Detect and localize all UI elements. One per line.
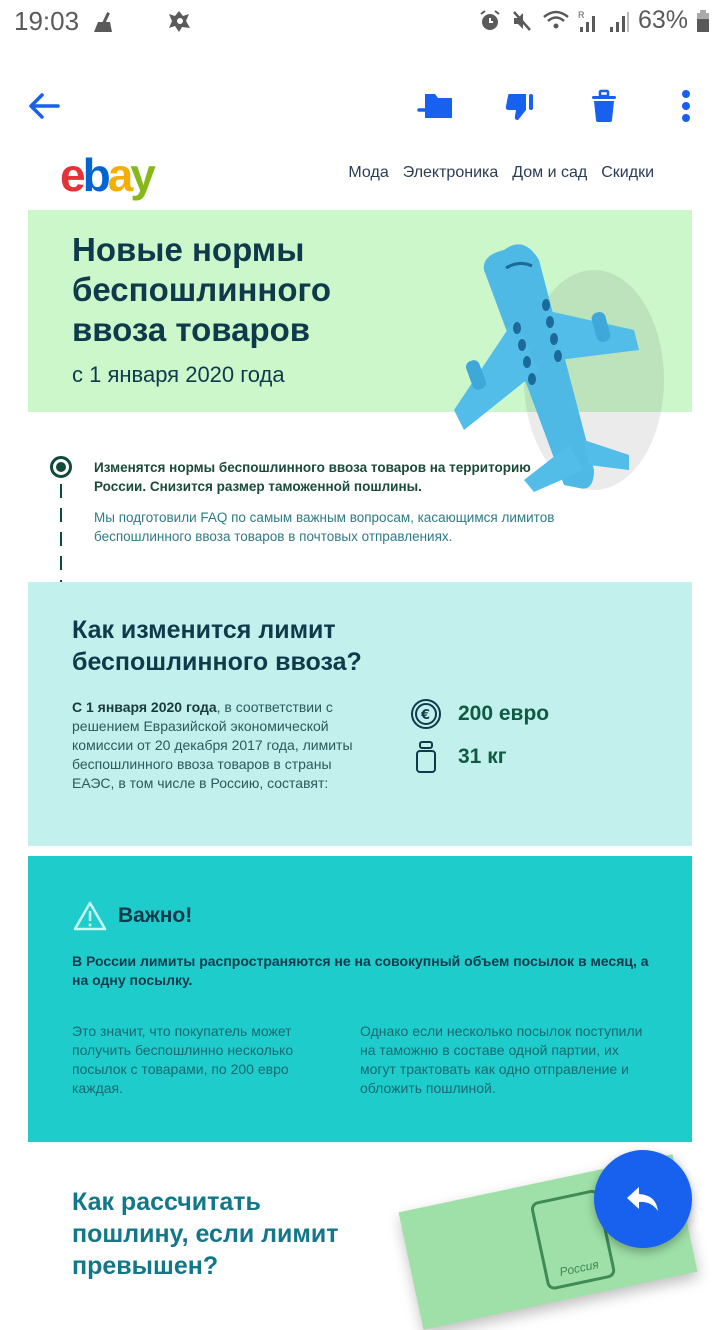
weight-icon [410, 740, 442, 774]
move-to-folder-icon [417, 88, 455, 124]
back-button[interactable] [24, 86, 64, 126]
wifi-icon [542, 9, 570, 33]
calc-section [28, 1142, 692, 1282]
email-body [28, 140, 692, 1282]
nav-link-fashion[interactable]: Мода [348, 164, 389, 181]
toy-airplane-image [444, 230, 684, 500]
svg-text:€: € [421, 708, 431, 723]
status-bar [0, 0, 720, 44]
more-options-button[interactable] [666, 86, 706, 126]
email-toolbar [0, 70, 720, 140]
warning-icon [72, 900, 108, 932]
battery-icon [696, 9, 710, 33]
move-to-folder-button[interactable] [416, 86, 456, 126]
more-icon [681, 88, 691, 124]
timeline-dot-icon [50, 456, 72, 478]
svg-text:R: R [577, 9, 585, 20]
important-heading: Важно! [72, 900, 192, 932]
spam-dislike-icon [502, 88, 538, 124]
signal-roaming-icon [578, 9, 600, 33]
limit-section [28, 582, 692, 846]
ebay-header [28, 140, 692, 210]
important-section [28, 856, 692, 1142]
status-time: 19:03 [14, 6, 80, 36]
nav-link-electronics[interactable]: Электроника [402, 164, 499, 181]
important-col-right: Однако если несколько посылок поступили на таможню в составе одной партии, их могут трактовать как одно отправление и обложить пошлиной. [360, 1023, 643, 1096]
delete-button[interactable] [584, 86, 624, 126]
russia-stamp: Россия [529, 1188, 616, 1291]
hero-banner [28, 210, 692, 412]
limit-item-weight [410, 740, 506, 774]
hero-title: Новые нормы беспошлинного ввоза товаров [72, 231, 331, 348]
avast-icon [166, 8, 192, 34]
section-spacer [28, 846, 692, 856]
important-col-left: Это значит, что покупатель может получить беспошлинно несколько посылок с товарами, по 200 евро каждая. [72, 1023, 294, 1096]
intro-lead: Изменятся нормы беспошлинного ввоза товаров на территорию России. Снизится размер таможенной пошлины. [94, 460, 531, 494]
limit-item-money [410, 698, 549, 730]
limit-value-weight: 31 кг [458, 745, 507, 768]
limit-text: С 1 января 2020 года, в соответствии с решением Евразийской экономической комиссии от 20 декабря 2017 года, лимиты беспошлинного ввоза товаров в страны ЕАЭС, в том числе в Россию, составят: [72, 699, 353, 791]
euro-coin-icon [410, 698, 442, 730]
important-lead: В России лимиты распространяются не на совокупный объем посылок в месяц, а на одну посылку. [72, 953, 649, 988]
ebay-nav [348, 164, 654, 182]
timeline-dashed-line [60, 484, 62, 582]
reply-fab-button[interactable] [594, 1150, 692, 1248]
ebay-logo[interactable]: ebay [60, 149, 153, 201]
limit-title: Как изменится лимит беспошлинного ввоза? [72, 616, 362, 676]
hero-subtitle: с 1 января 2020 года [72, 362, 285, 387]
back-arrow-icon [26, 88, 62, 124]
nav-link-deals[interactable]: Скидки [601, 164, 654, 181]
cleaner-icon [90, 8, 116, 34]
intro-description: Мы подготовили FAQ по самым важным вопросам, касающимся лимитов беспошлинного ввоза товаров в почтовых отправлениях. [94, 510, 555, 544]
limit-value-money: 200 евро [458, 702, 550, 725]
signal-icon [608, 9, 630, 33]
alarm-icon [478, 9, 502, 33]
reply-icon [625, 1183, 661, 1215]
battery-percent: 63% [637, 6, 688, 34]
delete-icon [588, 88, 620, 124]
nav-link-home-garden[interactable]: Дом и сад [512, 164, 588, 181]
calc-title: Как рассчитать пошлину, если лимит превышен? [72, 1188, 339, 1280]
spam-button[interactable] [500, 86, 540, 126]
mute-icon [510, 9, 534, 33]
